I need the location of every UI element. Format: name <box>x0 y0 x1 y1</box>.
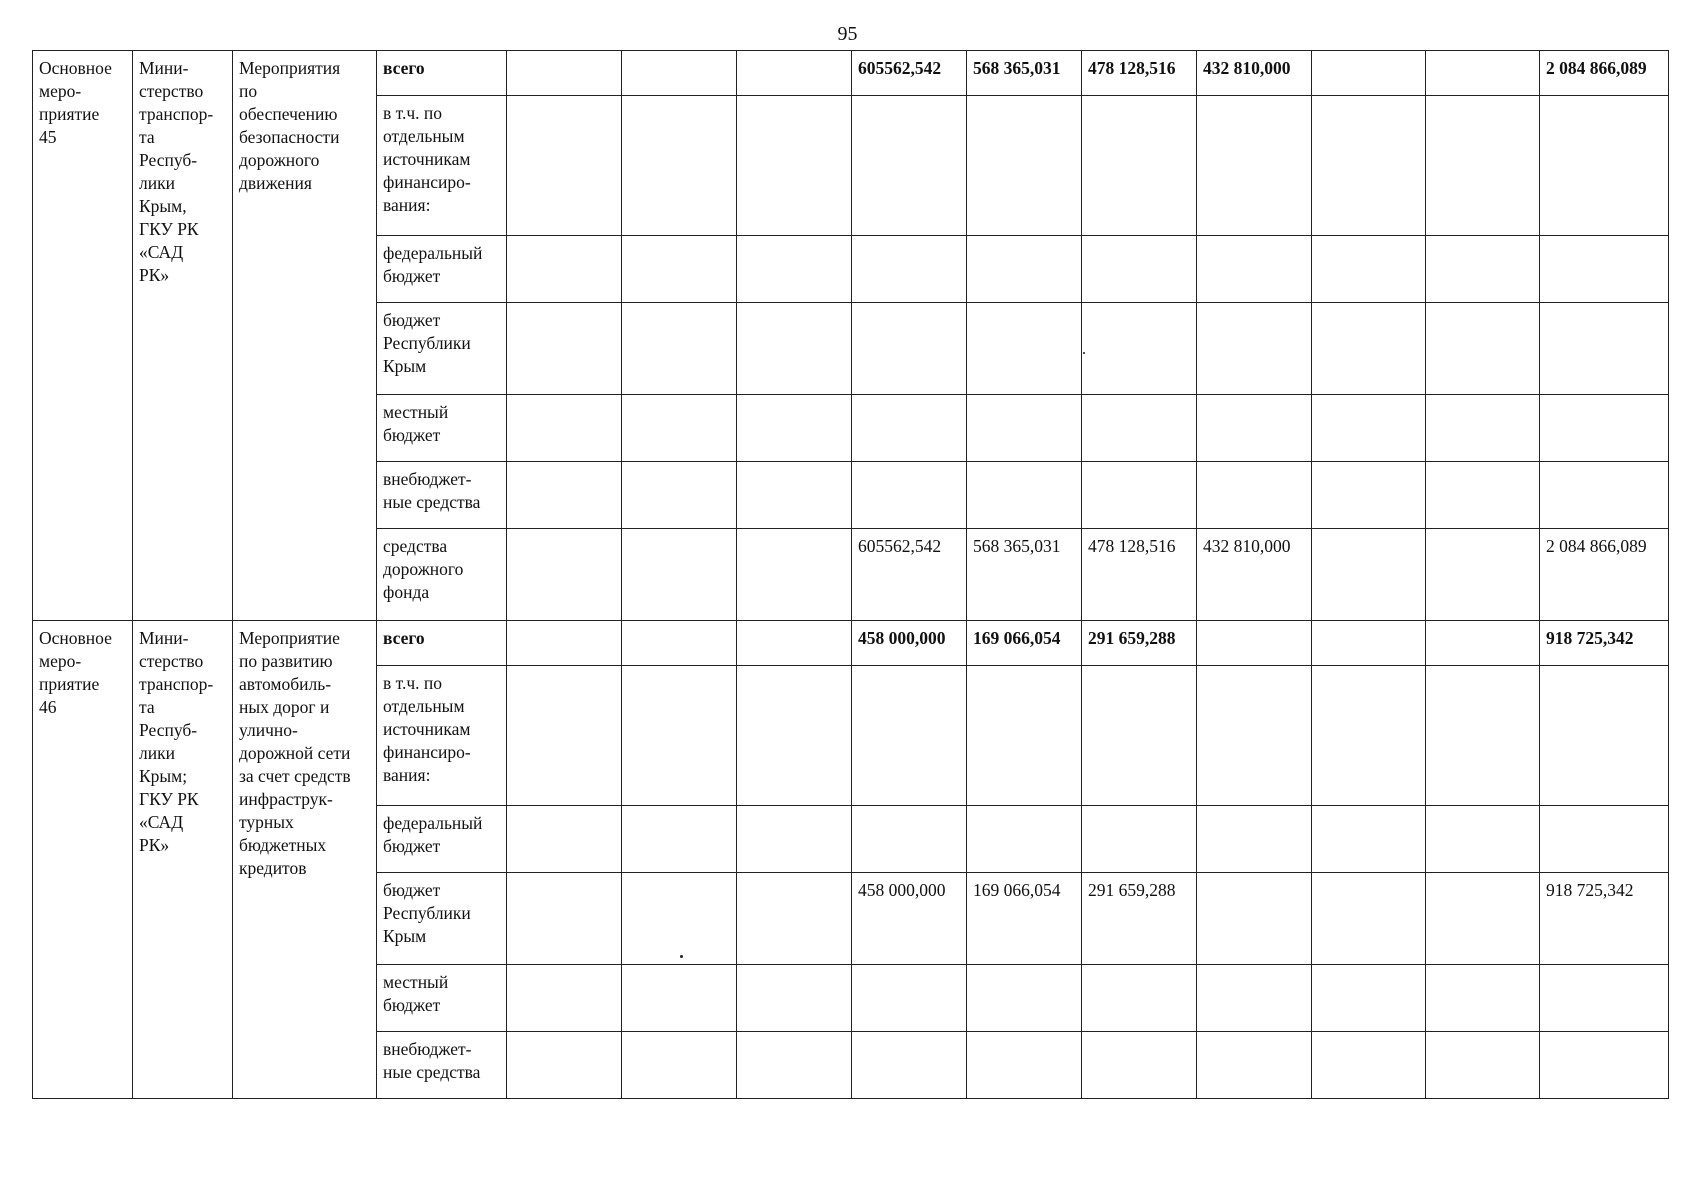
total-cell <box>1540 1032 1669 1099</box>
cell-line: местный <box>383 972 449 992</box>
year-value-cell <box>1197 806 1312 873</box>
cell-line: «САД <box>139 812 184 832</box>
empty-cell <box>507 621 622 666</box>
total-cell: 918 725,342 <box>1540 873 1669 965</box>
cell-line: движения <box>239 173 312 193</box>
cell-line: бюджет <box>383 266 441 286</box>
year-value-cell: 291 659,288 <box>1082 621 1197 666</box>
year-value-cell <box>852 96 967 236</box>
empty-cell <box>1426 462 1540 529</box>
cell-line: финансиро- <box>383 742 471 762</box>
stray-dot <box>680 955 683 958</box>
empty-cell <box>1426 236 1540 303</box>
cell-line: ные средства <box>383 1062 481 1082</box>
empty-cell <box>507 303 622 395</box>
funding-source-cell <box>377 621 507 666</box>
year-value-cell <box>967 666 1082 806</box>
empty-cell <box>1312 462 1426 529</box>
empty-cell <box>1426 51 1540 96</box>
cell-line: транспор- <box>139 104 214 124</box>
funding-source-cell <box>377 96 507 236</box>
year-value-cell <box>1082 236 1197 303</box>
year-value-cell: 169 066,054 <box>967 621 1082 666</box>
cell-line: лики <box>139 173 175 193</box>
cell-line: внебюджет- <box>383 469 472 489</box>
year-value-cell <box>852 806 967 873</box>
funding-source-cell <box>377 395 507 462</box>
cell-line: Мероприятие <box>239 628 340 648</box>
empty-cell <box>1312 529 1426 621</box>
executor-cell <box>133 51 233 621</box>
stray-dot <box>1083 352 1085 354</box>
empty-cell <box>622 806 737 873</box>
year-value-cell: 169 066,054 <box>967 873 1082 965</box>
year-value-cell: 568 365,031 <box>967 51 1082 96</box>
year-value-cell <box>852 1032 967 1099</box>
year-value-cell <box>852 395 967 462</box>
cell-line: 45 <box>39 127 57 147</box>
empty-cell <box>1312 51 1426 96</box>
cell-line: всего <box>383 628 425 648</box>
cell-line: Мини- <box>139 58 189 78</box>
cell-line: бюджет <box>383 425 441 445</box>
year-value-cell <box>967 965 1082 1032</box>
cell-line: вания: <box>383 195 431 215</box>
cell-line: Мероприятия <box>239 58 341 78</box>
total-cell <box>1540 666 1669 806</box>
cell-line: Респуб- <box>139 720 198 740</box>
funding-source-cell <box>377 303 507 395</box>
total-cell <box>1540 462 1669 529</box>
year-value-cell: 568 365,031 <box>967 529 1082 621</box>
cell-line: приятие <box>39 674 100 694</box>
empty-cell <box>737 96 852 236</box>
empty-cell <box>622 236 737 303</box>
total-cell <box>1540 96 1669 236</box>
cell-line: источникам <box>383 719 471 739</box>
total-cell <box>1540 965 1669 1032</box>
cell-line: ных дорог и <box>239 697 330 717</box>
cell-line: по развитию <box>239 651 333 671</box>
year-value-cell <box>1197 965 1312 1032</box>
total-cell: 918 725,342 <box>1540 621 1669 666</box>
year-value-cell <box>852 666 967 806</box>
year-value-cell <box>1197 1032 1312 1099</box>
empty-cell <box>1426 806 1540 873</box>
total-cell <box>1540 303 1669 395</box>
empty-cell <box>622 666 737 806</box>
funding-source-cell <box>377 529 507 621</box>
year-value-cell <box>1197 395 1312 462</box>
year-value-cell <box>1082 806 1197 873</box>
year-value-cell <box>852 462 967 529</box>
empty-cell <box>622 873 737 965</box>
cell-line: Крым; <box>139 766 188 786</box>
cell-line: РК» <box>139 835 170 855</box>
table-row <box>33 51 1669 96</box>
funding-source-cell <box>377 965 507 1032</box>
empty-cell <box>1426 965 1540 1032</box>
empty-cell <box>507 51 622 96</box>
total-cell <box>1540 806 1669 873</box>
cell-line: в т.ч. по <box>383 673 443 693</box>
year-value-cell <box>1197 96 1312 236</box>
year-value-cell: 432 810,000 <box>1197 529 1312 621</box>
year-value-cell: 478 128,516 <box>1082 529 1197 621</box>
cell-line: Основное <box>39 628 112 648</box>
cell-line: Крым, <box>139 196 187 216</box>
empty-cell <box>1426 1032 1540 1099</box>
empty-cell <box>737 236 852 303</box>
cell-line: меро- <box>39 81 82 101</box>
cell-line: бюджетных <box>239 835 327 855</box>
budget-table <box>32 50 1669 1099</box>
year-value-cell <box>1197 462 1312 529</box>
empty-cell <box>507 236 622 303</box>
empty-cell <box>1312 303 1426 395</box>
cell-line: Основное <box>39 58 112 78</box>
year-value-cell <box>1197 236 1312 303</box>
year-value-cell: 432 810,000 <box>1197 51 1312 96</box>
year-value-cell <box>967 1032 1082 1099</box>
empty-cell <box>622 965 737 1032</box>
year-value-cell: 291 659,288 <box>1082 873 1197 965</box>
cell-line: Респуб- <box>139 150 198 170</box>
year-value-cell <box>1197 873 1312 965</box>
cell-line: федеральный <box>383 813 483 833</box>
empty-cell <box>507 965 622 1032</box>
empty-cell <box>1312 873 1426 965</box>
cell-line: федеральный <box>383 243 483 263</box>
cell-line: Крым <box>383 926 427 946</box>
table-row <box>33 621 1669 666</box>
funding-source-cell <box>377 236 507 303</box>
empty-cell <box>1312 965 1426 1032</box>
activity-cell <box>33 621 133 1099</box>
year-value-cell: 458 000,000 <box>852 873 967 965</box>
cell-line: инфраструк- <box>239 789 333 809</box>
empty-cell <box>507 666 622 806</box>
empty-cell <box>1312 1032 1426 1099</box>
cell-line: финансиро- <box>383 172 471 192</box>
cell-line: за счет средств <box>239 766 351 786</box>
empty-cell <box>1312 395 1426 462</box>
year-value-cell: 478 128,516 <box>1082 51 1197 96</box>
cell-line: в т.ч. по <box>383 103 443 123</box>
year-value-cell: 605562,542 <box>852 529 967 621</box>
funding-source-cell <box>377 1032 507 1099</box>
empty-cell <box>622 303 737 395</box>
cell-line: обеспечению <box>239 104 338 124</box>
year-value-cell <box>852 965 967 1032</box>
cell-line: РК» <box>139 265 170 285</box>
cell-line: ГКУ РК <box>139 789 199 809</box>
year-value-cell <box>852 303 967 395</box>
empty-cell <box>622 529 737 621</box>
empty-cell <box>1426 873 1540 965</box>
empty-cell <box>1426 529 1540 621</box>
year-value-cell <box>1197 621 1312 666</box>
empty-cell <box>507 1032 622 1099</box>
empty-cell <box>1426 96 1540 236</box>
empty-cell <box>737 965 852 1032</box>
empty-cell <box>622 1032 737 1099</box>
cell-line: Республики <box>383 903 471 923</box>
empty-cell <box>737 873 852 965</box>
year-value-cell <box>1082 666 1197 806</box>
cell-line: приятие <box>39 104 100 124</box>
cell-line: лики <box>139 743 175 763</box>
cell-line: ГКУ РК <box>139 219 199 239</box>
empty-cell <box>507 462 622 529</box>
empty-cell <box>1312 96 1426 236</box>
empty-cell <box>622 51 737 96</box>
year-value-cell <box>1197 303 1312 395</box>
empty-cell <box>737 806 852 873</box>
activity-cell <box>33 51 133 621</box>
empty-cell <box>737 462 852 529</box>
empty-cell <box>737 621 852 666</box>
empty-cell <box>737 51 852 96</box>
cell-line: безопасности <box>239 127 340 147</box>
total-cell: 2 084 866,089 <box>1540 529 1669 621</box>
empty-cell <box>622 462 737 529</box>
empty-cell <box>622 395 737 462</box>
cell-line: кредитов <box>239 858 307 878</box>
year-value-cell <box>967 395 1082 462</box>
cell-line: Республики <box>383 333 471 353</box>
year-value-cell <box>1197 666 1312 806</box>
cell-line: отдельным <box>383 126 465 146</box>
cell-line: всего <box>383 58 425 78</box>
empty-cell <box>1312 236 1426 303</box>
year-value-cell <box>967 236 1082 303</box>
year-value-cell: 605562,542 <box>852 51 967 96</box>
year-value-cell <box>1082 303 1197 395</box>
cell-line: по <box>239 81 258 101</box>
cell-line: бюджет <box>383 310 441 330</box>
total-cell: 2 084 866,089 <box>1540 51 1669 96</box>
year-value-cell <box>1082 96 1197 236</box>
cell-line: та <box>139 127 155 147</box>
empty-cell <box>1426 621 1540 666</box>
year-value-cell <box>967 303 1082 395</box>
empty-cell <box>1312 666 1426 806</box>
empty-cell <box>1312 621 1426 666</box>
empty-cell <box>507 806 622 873</box>
total-cell <box>1540 395 1669 462</box>
empty-cell <box>1426 666 1540 806</box>
cell-line: бюджет <box>383 995 441 1015</box>
description-cell <box>233 51 377 621</box>
year-value-cell <box>967 462 1082 529</box>
cell-line: местный <box>383 402 449 422</box>
empty-cell <box>737 395 852 462</box>
year-value-cell <box>852 236 967 303</box>
empty-cell <box>737 303 852 395</box>
empty-cell <box>737 529 852 621</box>
description-cell <box>233 621 377 1099</box>
funding-source-cell <box>377 873 507 965</box>
cell-line: вания: <box>383 765 431 785</box>
cell-line: источникам <box>383 149 471 169</box>
year-value-cell <box>1082 1032 1197 1099</box>
cell-line: внебюджет- <box>383 1039 472 1059</box>
cell-line: средства <box>383 536 448 556</box>
funding-source-cell <box>377 51 507 96</box>
empty-cell <box>737 666 852 806</box>
empty-cell <box>1426 303 1540 395</box>
cell-line: бюджет <box>383 880 441 900</box>
cell-line: та <box>139 697 155 717</box>
executor-cell <box>133 621 233 1099</box>
cell-line: Крым <box>383 356 427 376</box>
empty-cell <box>622 621 737 666</box>
page-number: 95 <box>837 23 858 45</box>
cell-line: Мини- <box>139 628 189 648</box>
funding-source-cell <box>377 666 507 806</box>
year-value-cell <box>1082 462 1197 529</box>
cell-line: ные средства <box>383 492 481 512</box>
cell-line: транспор- <box>139 674 214 694</box>
year-value-cell <box>967 96 1082 236</box>
year-value-cell <box>1082 965 1197 1032</box>
empty-cell <box>507 395 622 462</box>
year-value-cell <box>1082 395 1197 462</box>
total-cell <box>1540 236 1669 303</box>
cell-line: фонда <box>383 582 430 602</box>
cell-line: «САД <box>139 242 184 262</box>
year-value-cell <box>967 806 1082 873</box>
empty-cell <box>737 1032 852 1099</box>
cell-line: дорожного <box>239 150 320 170</box>
funding-source-cell <box>377 462 507 529</box>
cell-line: дорожной сети <box>239 743 351 763</box>
empty-cell <box>1312 806 1426 873</box>
empty-cell <box>622 96 737 236</box>
cell-line: стерство <box>139 651 204 671</box>
empty-cell <box>507 873 622 965</box>
empty-cell <box>507 529 622 621</box>
cell-line: бюджет <box>383 836 441 856</box>
empty-cell <box>1426 395 1540 462</box>
funding-source-cell <box>377 806 507 873</box>
year-value-cell: 458 000,000 <box>852 621 967 666</box>
cell-line: улично- <box>239 720 298 740</box>
cell-line: дорожного <box>383 559 464 579</box>
cell-line: стерство <box>139 81 204 101</box>
empty-cell <box>507 96 622 236</box>
cell-line: турных <box>239 812 294 832</box>
cell-line: меро- <box>39 651 82 671</box>
cell-line: 46 <box>39 697 57 717</box>
cell-line: автомобиль- <box>239 674 332 694</box>
cell-line: отдельным <box>383 696 465 716</box>
